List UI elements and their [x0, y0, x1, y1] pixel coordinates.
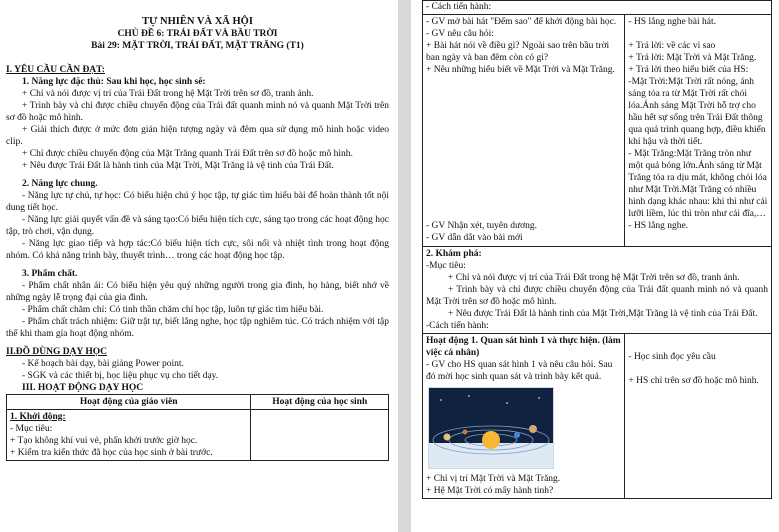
warmup-title: 1. Khởi động: [10, 412, 66, 422]
quality-line: - Phẩm chất nhân ái: Có biểu hiện yêu quý những người trong gia đình, họ hàng, biết nhớ về những ngày lễ trọng đại của gia đình. [6, 281, 389, 303]
req-line: + Chỉ được chiều chuyển động của Mặt Trăng quanh Trái Đất trên sơ đồ hoặc mô hình. [22, 149, 353, 159]
hs-line: - Mặt Trăng:Mặt Trăng tròn như một quả bóng lớn.Ánh sáng từ Mặt Trăng tỏa ra dịu mát, không chói lóa như Mặt Trời.Mặt Trăng có nhiều hình dạng khác nhau: khi thì như cái lưỡi liềm, lúc thì tròn như cái đĩa,… [628, 149, 768, 219]
hs-line: + Trả lời theo hiểu biết của HS: [628, 65, 749, 75]
activity1-title: Hoạt động 1. Quan sát hình 1 và thực hiện. (làm việc cá nhân) [426, 336, 621, 358]
section-requirements: I. YÊU CẦU CẦN ĐẠT: [6, 65, 105, 75]
warmup-line: + Tạo không khí vui vẻ, phấn khởi trước giờ học. [10, 436, 198, 446]
col-student-header: Hoạt động của học sinh [251, 395, 389, 410]
activity1-line: - GV cho HS quan sát hình 1 và nêu câu hỏi. Sau đó mời học sinh quan sát và trình bày kết quả. [426, 360, 613, 382]
req-line: + Chỉ và nói được vị trí của Trái Đất trong hệ Mặt Trời trên sơ đồ, tranh ảnh. [22, 89, 314, 99]
quality-line: - Phẩm chất chăm chỉ: Có tinh thần chăm chỉ học tập, luôn tự giác tìm hiểu bài. [22, 305, 324, 315]
sub-general-competence: 2. Năng lực chung. [22, 179, 98, 189]
material-line: - Kế hoạch bài dạy, bài giảng Power point. [22, 359, 184, 369]
explore-title: 2. Khám phá: [426, 249, 482, 259]
gv-line: - GV nêu câu hỏi: [426, 29, 494, 39]
gv-line: + Bài hát nói về điều gì? Ngoài sao trên bầu trời ban ngày và ban đêm còn có gì? [426, 41, 610, 63]
gv-cell [423, 15, 625, 247]
warmup-line: + Kiểm tra kiến thức đã học của học sinh ở bài trước. [10, 448, 213, 458]
gv-line: - GV Nhận xét, tuyên dương. [426, 221, 538, 231]
left-page [6, 16, 389, 461]
hs-line: - HS lắng nghe. [628, 221, 689, 231]
activity1-gv-cell [423, 334, 625, 499]
right-table [422, 0, 772, 499]
lesson-title: Bài 29: MẶT TRỜI, TRÁI ĐẤT, MẶT TRĂNG (T1) [91, 41, 304, 51]
col-teacher-header: Hoạt động của giáo viên [7, 395, 251, 410]
subject-title: TỰ NHIÊN VÀ XÃ HỘI [142, 16, 253, 27]
gv-line: - GV mở bài hát "Đếm sao" để khởi động bài học. [426, 17, 617, 27]
sub-qualities: 3. Phẩm chất. [22, 269, 78, 279]
req-line: + Trình bày và chỉ được chiều chuyển động của Trái đất quanh mình nó và quanh Mặt Trời trên sơ đồ hoặc mô hình. [6, 101, 389, 123]
table-cell-teacher [7, 410, 251, 461]
activity1-hs-line: + HS chỉ trên sơ đồ hoặc mô hình. [628, 376, 759, 386]
activity1-hs-cell [625, 334, 772, 499]
competence-line: - Năng lực giải quyết vấn đề và sáng tạo:Có biểu hiện tích cực, sáng tạo trong các hoạt động học tập, trò chơi, vận dụng. [6, 215, 389, 237]
req-line: + Nêu được Trái Đất là hành tinh của Mặt Trời, Mặt Trăng là vệ tinh của Trái Đất. [22, 161, 334, 171]
activity1-line: + Hệ Mặt Trời có mấy hành tinh? [426, 486, 554, 496]
warmup-line: - Mục tiêu: [10, 424, 53, 434]
explore-line: -Mục tiêu: [426, 261, 466, 271]
explore-line: + Nêu được Trái Đất là hành tinh của Mặt Trời,Mặt Trăng là vệ tinh của Trái Đất. [448, 309, 758, 319]
hs-line: + Trả lời: Mặt Trời và Mặt Trăng. [628, 53, 757, 63]
activity1-line: + Chỉ vị trí Mặt Trời và Mặt Trăng. [426, 474, 561, 484]
explore-line: + Trình bày và chỉ được chiều chuyển động của Trái đất quanh mình nó và quanh Mặt Trời trên sơ đồ hoặc mô hình. [426, 285, 768, 307]
material-line: - SGK và các thiết bị, học liệu phục vụ cho tiết dạy. [22, 371, 219, 381]
explore-cell [423, 247, 772, 334]
top-line: - Cách tiến hành: [423, 1, 772, 15]
gv-line: + Nêu những hiểu biết về Mặt Trời và Mặt Trăng. [426, 65, 615, 75]
hs-line: - HS lắng nghe bài hát. [628, 17, 716, 27]
solar-system-image [428, 387, 554, 469]
explore-line: -Cách tiến hành: [426, 321, 489, 331]
req-line: + Giải thích được ở mức đơn giản hiện tượng ngày và đêm qua sử dụng mô hình hoặc video clip. [6, 125, 389, 147]
table-cell-student [251, 410, 389, 461]
hs-line: -Mặt Trời:Mặt Trời rất nóng, ánh sáng tỏa ra từ Mặt Trời rất chói lóa.Ánh sáng Mặt Trời hỗ trợ cho hầu hết sự sống trên Trái Đất thông qua quá trình quang hợp, điều khiển khí hậu và thời tiết. [628, 77, 766, 147]
right-page [422, 0, 772, 499]
hs-line: + Trả lời: về các vì sao [628, 41, 716, 51]
competence-line: - Năng lực tự chủ, tự học: Có biểu hiện chú ý học tập, tự giác tìm hiểu bài để hoàn thành tốt nội dung tiết học. [6, 191, 389, 213]
activity1-hs-line [628, 363, 768, 375]
explore-line: + Chỉ và nói được vị trí của Trái Đất trong hệ Mặt Trời trên sơ đồ, tranh ảnh. [448, 273, 740, 283]
activities-table [6, 394, 389, 461]
hs-line [628, 28, 768, 40]
section-activities: III. HOẠT ĐỘNG DẠY HỌC [22, 383, 144, 393]
quality-line: - Phẩm chất trách nhiệm: Giữ trật tự, biết lắng nghe, học tập nghiêm túc. Có trách nhiệm với tập thể khi tham gia hoạt động nhóm. [6, 317, 389, 339]
sub-specific-competence: 1. Năng lực đặc thù: Sau khi học, học sinh sẽ: [22, 77, 206, 87]
section-materials: II.ĐỒ DÙNG DẠY HỌC [6, 347, 107, 357]
competence-line: - Năng lực giao tiếp và hợp tác:Có biểu hiện tích cực, sôi nổi và nhiệt tình trong hoạt động nhóm. Có khả năng trình bày, thuyết trình… trong các hoạt động học tập. [6, 239, 389, 261]
gv-line: - GV dẫn dắt vào bài mới [426, 233, 523, 243]
activity1-hs-line: - Học sinh đọc yêu cầu [628, 352, 716, 362]
topic-title: CHỦ ĐỀ 6: TRÁI ĐẤT VÀ BẦU TRỜI [117, 29, 278, 39]
hs-cell [625, 15, 772, 247]
page-gutter [398, 0, 411, 532]
